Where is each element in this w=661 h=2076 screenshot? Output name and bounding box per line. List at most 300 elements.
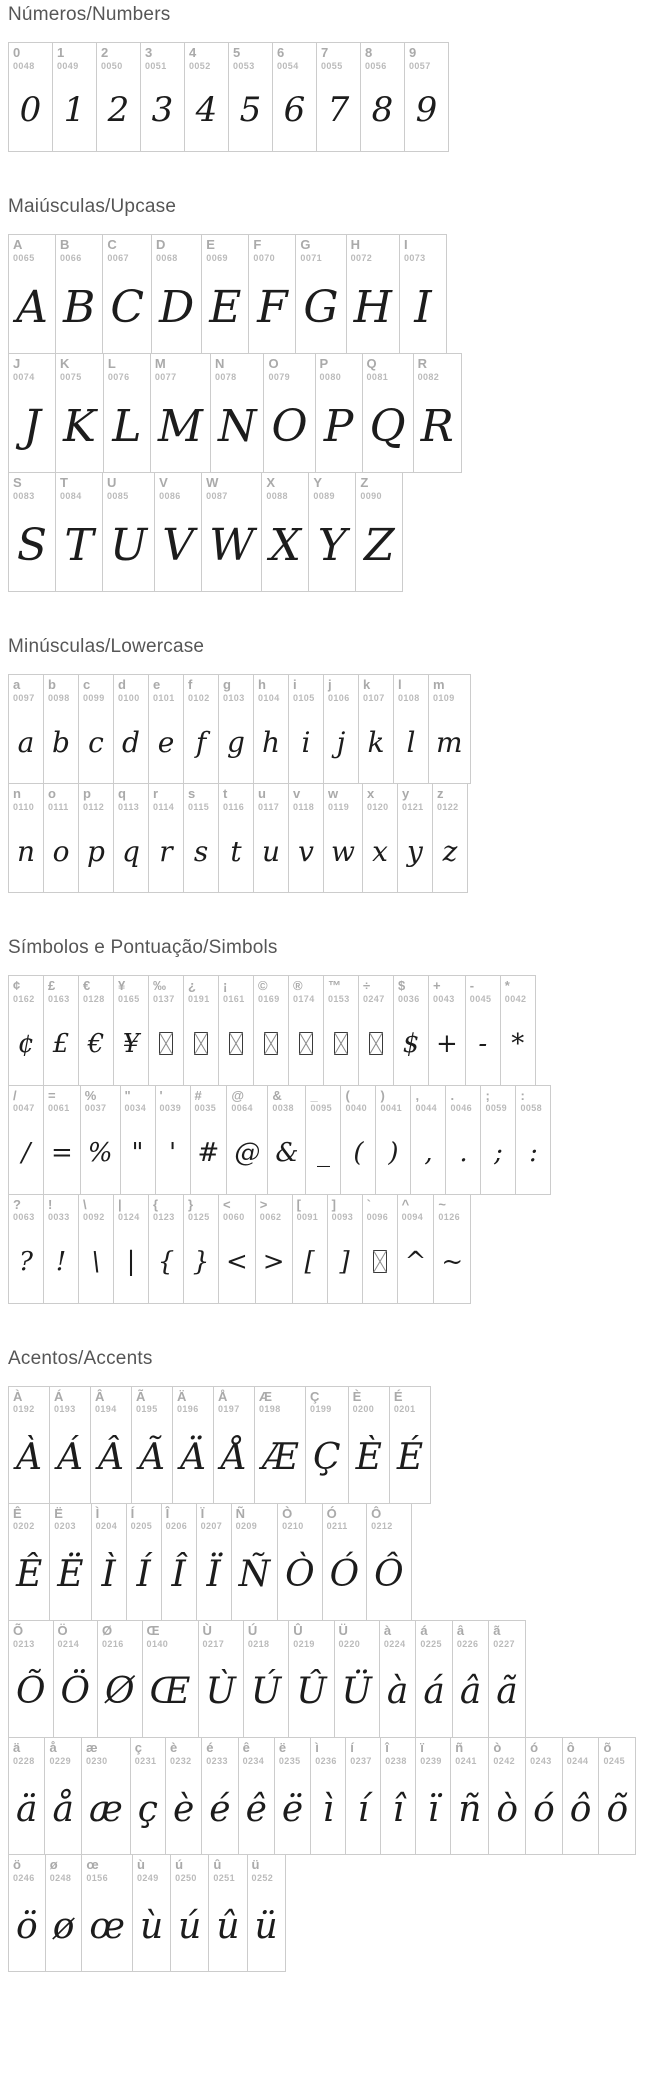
char-label: B bbox=[60, 237, 70, 253]
char-cell bbox=[8, 1854, 46, 1972]
char-unicode-code: 0200 bbox=[352, 1404, 375, 1415]
char-label: 2 bbox=[101, 45, 109, 60]
char-label: | bbox=[118, 1196, 122, 1212]
char-cell bbox=[78, 975, 114, 1085]
char-cell-header bbox=[324, 976, 358, 1004]
char-label: b bbox=[48, 677, 56, 693]
char-unicode-code: 0247 bbox=[363, 994, 385, 1005]
char-label: H bbox=[350, 237, 360, 253]
char-unicode-code: 0081 bbox=[366, 371, 389, 382]
char-glyph: î bbox=[392, 1788, 404, 1830]
char-glyph: Ì bbox=[101, 1554, 116, 1596]
char-unicode-code: 0201 bbox=[393, 1404, 416, 1415]
char-unicode-code: 0121 bbox=[401, 802, 424, 813]
char-glyph: \ bbox=[91, 1246, 101, 1277]
char-unicode-code: 0212 bbox=[371, 1521, 393, 1532]
char-label: k bbox=[363, 677, 371, 693]
char-label: Á bbox=[54, 1388, 64, 1404]
char-glyph: à bbox=[386, 1671, 409, 1713]
missing-glyph-box bbox=[289, 1005, 323, 1085]
char-glyph: Ñ bbox=[238, 1554, 271, 1596]
char-cell-header bbox=[98, 1621, 142, 1649]
char-cell-header bbox=[381, 1738, 415, 1766]
char-unicode-code: 0226 bbox=[456, 1638, 479, 1649]
char-cell bbox=[80, 1085, 121, 1195]
char-label: ÷ bbox=[363, 978, 371, 994]
char-unicode-code: 0217 bbox=[202, 1638, 225, 1649]
char-glyph: S bbox=[16, 519, 48, 571]
char-cell-header bbox=[219, 784, 253, 812]
char-unicode-code: 0210 bbox=[282, 1521, 304, 1532]
char-row bbox=[8, 353, 653, 473]
char-cell bbox=[288, 783, 324, 893]
char-label: ? bbox=[13, 1196, 21, 1212]
char-unicode-code: 0095 bbox=[310, 1103, 333, 1114]
char-label: 8 bbox=[365, 45, 373, 60]
char-cell-header bbox=[211, 354, 264, 382]
char-cell-header bbox=[347, 235, 399, 263]
char-label: 4 bbox=[189, 45, 197, 60]
char-cell bbox=[81, 1854, 133, 1972]
char-cell-header bbox=[516, 1086, 550, 1114]
char-cell-header bbox=[429, 675, 470, 703]
char-cell-header bbox=[166, 1738, 201, 1766]
char-unicode-code: 0169 bbox=[258, 994, 280, 1005]
char-cell bbox=[113, 783, 149, 893]
char-unicode-code: 0124 bbox=[118, 1212, 140, 1223]
char-cell-header bbox=[82, 1855, 132, 1883]
char-label: r bbox=[153, 786, 159, 802]
char-glyph: l bbox=[406, 725, 416, 759]
char-cell bbox=[102, 472, 155, 592]
char-cell bbox=[288, 975, 324, 1085]
char-cell bbox=[292, 1194, 328, 1304]
char-label: ç bbox=[134, 1739, 143, 1755]
char-unicode-code: 0214 bbox=[57, 1638, 80, 1649]
char-glyph: ¥ bbox=[122, 1028, 140, 1059]
char-cell-header bbox=[335, 1621, 379, 1649]
char-label: V bbox=[159, 475, 168, 491]
char-label: ï bbox=[420, 1739, 424, 1755]
char-cell-header bbox=[599, 1738, 635, 1766]
char-unicode-code: 0228 bbox=[13, 1755, 35, 1766]
char-label: å bbox=[49, 1739, 57, 1755]
char-row bbox=[8, 975, 653, 1085]
char-unicode-code: 0231 bbox=[134, 1755, 157, 1766]
char-cell bbox=[55, 234, 103, 354]
char-unicode-code: 0098 bbox=[48, 692, 70, 703]
char-glyph: u bbox=[261, 834, 281, 868]
char-unicode-code: 0246 bbox=[13, 1872, 35, 1883]
char-cell bbox=[210, 353, 265, 473]
char-glyph: . bbox=[459, 1137, 468, 1168]
char-unicode-code: 0163 bbox=[48, 994, 70, 1005]
char-glyph: Ç bbox=[313, 1437, 341, 1479]
char-glyph: Ú bbox=[250, 1671, 282, 1713]
char-glyph: w bbox=[331, 834, 355, 868]
char-cell-header bbox=[114, 784, 148, 812]
char-cell bbox=[183, 975, 219, 1085]
char-label: { bbox=[153, 1196, 159, 1212]
char-glyph: [ bbox=[304, 1246, 315, 1277]
char-glyph: Ê bbox=[16, 1554, 43, 1596]
char-glyph: 9 bbox=[415, 90, 438, 131]
char-label: z bbox=[436, 786, 444, 802]
char-unicode-code: 0089 bbox=[313, 490, 335, 501]
char-unicode-code: 0055 bbox=[321, 60, 343, 71]
char-label: j bbox=[328, 677, 332, 693]
char-label: ( bbox=[345, 1087, 350, 1103]
char-unicode-code: 0206 bbox=[165, 1521, 188, 1532]
char-glyph: ] bbox=[339, 1246, 350, 1277]
char-cell-header bbox=[501, 976, 535, 1004]
char-cell-header bbox=[416, 1738, 450, 1766]
char-cell-header bbox=[155, 473, 201, 501]
char-cell-header bbox=[293, 1195, 327, 1223]
char-cell bbox=[90, 1386, 132, 1504]
char-cell bbox=[410, 1085, 446, 1195]
char-glyph: { bbox=[157, 1246, 175, 1277]
char-label: Ã bbox=[136, 1388, 146, 1404]
char-label: p bbox=[83, 786, 91, 802]
char-unicode-code: 0108 bbox=[398, 692, 420, 703]
char-glyph: Ã bbox=[139, 1437, 165, 1479]
char-cell-header bbox=[184, 1195, 218, 1223]
char-cell bbox=[415, 1737, 451, 1855]
char-label: ã bbox=[493, 1622, 501, 1638]
char-cell bbox=[208, 1854, 247, 1972]
char-label: æ bbox=[85, 1739, 98, 1755]
char-label: È bbox=[352, 1388, 362, 1404]
char-label: Œ bbox=[146, 1622, 160, 1638]
char-label: Ì bbox=[95, 1505, 100, 1521]
char-cell-header bbox=[54, 1621, 98, 1649]
char-cell bbox=[247, 1854, 286, 1972]
char-glyph: ! bbox=[55, 1246, 67, 1277]
char-cell bbox=[8, 975, 44, 1085]
char-cell bbox=[140, 42, 185, 152]
char-label: M bbox=[154, 356, 166, 372]
char-unicode-code: 0113 bbox=[118, 802, 140, 813]
char-glyph: ~ bbox=[441, 1246, 464, 1277]
char-cell-header bbox=[328, 1195, 362, 1223]
char-label: ` bbox=[366, 1196, 371, 1212]
char-label: É bbox=[393, 1388, 403, 1404]
char-glyph: 5 bbox=[239, 90, 262, 131]
char-cell-header bbox=[273, 43, 316, 71]
char-label: 6 bbox=[277, 45, 285, 60]
char-label: q bbox=[118, 786, 126, 802]
char-unicode-code: 0117 bbox=[258, 802, 280, 813]
char-label: ¢ bbox=[13, 978, 21, 994]
char-cell bbox=[397, 783, 433, 893]
char-label: R bbox=[417, 356, 427, 372]
char-cell-header bbox=[254, 675, 288, 703]
char-cell bbox=[126, 1503, 162, 1621]
char-glyph: T bbox=[64, 519, 94, 571]
char-glyph: & bbox=[275, 1137, 299, 1168]
char-unicode-code: 0209 bbox=[235, 1521, 258, 1532]
char-cell bbox=[151, 234, 202, 354]
char-cell-header bbox=[131, 1738, 165, 1766]
char-label: ™ bbox=[328, 978, 341, 994]
char-unicode-code: 0046 bbox=[450, 1103, 473, 1114]
char-glyph: _ bbox=[316, 1137, 330, 1168]
char-cell-header bbox=[394, 675, 428, 703]
char-unicode-code: 0056 bbox=[365, 60, 387, 71]
char-glyph: Õ bbox=[16, 1671, 46, 1713]
char-unicode-code: 0252 bbox=[251, 1872, 274, 1883]
char-cell bbox=[345, 1737, 381, 1855]
char-glyph: > bbox=[262, 1246, 285, 1277]
char-cell-header bbox=[429, 976, 465, 1004]
char-glyph: 8 bbox=[371, 90, 394, 131]
char-glyph: ü bbox=[254, 1905, 278, 1947]
char-cell-header bbox=[44, 784, 78, 812]
char-label: l bbox=[398, 677, 402, 693]
char-cell-header bbox=[199, 1621, 243, 1649]
char-glyph: G bbox=[303, 281, 339, 333]
char-cell-header bbox=[79, 1195, 113, 1223]
char-glyph: i bbox=[301, 725, 311, 759]
char-glyph: f bbox=[195, 725, 207, 759]
char-cell bbox=[45, 1854, 83, 1972]
char-glyph: @ bbox=[234, 1137, 261, 1168]
char-cell bbox=[184, 42, 229, 152]
char-unicode-code: 0105 bbox=[293, 692, 315, 703]
char-unicode-code: 0061 bbox=[48, 1103, 70, 1114]
char-label: è bbox=[169, 1739, 178, 1755]
char-glyph: Ó bbox=[329, 1554, 360, 1596]
char-unicode-code: 0072 bbox=[350, 252, 373, 263]
char-cell bbox=[102, 234, 152, 354]
char-unicode-code: 0195 bbox=[136, 1404, 158, 1415]
char-cell bbox=[515, 1085, 551, 1195]
char-label: C bbox=[107, 237, 117, 253]
char-cell-header bbox=[453, 1621, 488, 1649]
char-unicode-code: 0232 bbox=[169, 1755, 192, 1766]
char-cell-header bbox=[289, 976, 323, 1004]
char-label: 5 bbox=[233, 45, 241, 60]
char-glyph: x bbox=[372, 834, 388, 868]
char-cell bbox=[452, 1620, 489, 1738]
char-cell-header bbox=[202, 473, 261, 501]
char-label: é bbox=[206, 1739, 214, 1755]
char-label: Æ bbox=[259, 1388, 272, 1404]
char-label: © bbox=[258, 978, 268, 994]
char-unicode-code: 0237 bbox=[350, 1755, 372, 1766]
char-cell-header bbox=[317, 43, 360, 71]
char-cell bbox=[78, 1194, 114, 1304]
char-cell bbox=[218, 783, 254, 893]
char-cell-header bbox=[296, 235, 345, 263]
char-cell bbox=[8, 472, 56, 592]
char-unicode-code: 0106 bbox=[328, 692, 350, 703]
char-unicode-code: 0067 bbox=[107, 252, 129, 263]
char-glyph: } bbox=[192, 1246, 210, 1277]
char-label: ' bbox=[159, 1087, 163, 1103]
char-glyph: Á bbox=[57, 1437, 83, 1479]
char-unicode-code: 0205 bbox=[130, 1521, 153, 1532]
char-label: U bbox=[107, 475, 117, 491]
char-cell-header bbox=[9, 1504, 49, 1532]
char-glyph: v bbox=[298, 834, 314, 868]
char-cell-header bbox=[309, 473, 355, 501]
char-label: = bbox=[48, 1087, 56, 1103]
char-cell bbox=[113, 975, 149, 1085]
char-unicode-code: 0234 bbox=[242, 1755, 265, 1766]
char-label: 3 bbox=[145, 45, 153, 60]
char-glyph: Û bbox=[296, 1671, 327, 1713]
char-label: n bbox=[13, 786, 21, 802]
char-glyph: Ï bbox=[206, 1554, 221, 1596]
char-cell bbox=[8, 1737, 45, 1855]
char-unicode-code: 0107 bbox=[363, 692, 385, 703]
char-unicode-code: 0236 bbox=[315, 1755, 337, 1766]
char-cell-header bbox=[191, 1086, 227, 1114]
char-glyph: ä bbox=[16, 1788, 38, 1830]
char-label: K bbox=[60, 356, 70, 372]
char-label: Ò bbox=[282, 1505, 293, 1521]
char-label: û bbox=[213, 1857, 222, 1873]
char-unicode-code: 0207 bbox=[200, 1521, 223, 1532]
char-unicode-code: 0233 bbox=[206, 1755, 228, 1766]
char-unicode-code: 0251 bbox=[213, 1872, 235, 1883]
char-glyph: Â bbox=[98, 1437, 124, 1479]
char-cell-header bbox=[9, 1738, 44, 1766]
char-cell bbox=[308, 472, 356, 592]
char-cell-header bbox=[97, 43, 140, 71]
char-cell bbox=[305, 1085, 341, 1195]
char-row bbox=[8, 1194, 653, 1304]
char-glyph: g bbox=[227, 725, 245, 759]
char-glyph: ó bbox=[533, 1788, 555, 1830]
char-unicode-code: 0111 bbox=[48, 802, 69, 813]
char-cell-header bbox=[363, 354, 413, 382]
char-unicode-code: 0162 bbox=[13, 994, 35, 1005]
char-glyph: £ bbox=[52, 1028, 70, 1059]
char-glyph: ñ bbox=[458, 1788, 482, 1830]
char-label: ü bbox=[251, 1857, 260, 1873]
char-cell-header bbox=[219, 675, 253, 703]
char-label: o bbox=[48, 786, 56, 802]
char-cell bbox=[201, 234, 249, 354]
char-unicode-code: 0119 bbox=[328, 802, 350, 813]
char-cell bbox=[8, 1085, 44, 1195]
char-row bbox=[8, 783, 653, 893]
char-unicode-code: 0199 bbox=[310, 1404, 332, 1415]
char-cell-header bbox=[346, 1738, 380, 1766]
char-cell bbox=[433, 1194, 471, 1304]
char-unicode-code: 0036 bbox=[398, 994, 420, 1005]
char-glyph: a bbox=[17, 725, 35, 759]
char-cell-header bbox=[416, 1621, 451, 1649]
char-cell-header bbox=[185, 43, 228, 71]
char-label: G bbox=[300, 237, 311, 253]
char-label: [ bbox=[296, 1196, 301, 1212]
char-cell-header bbox=[256, 1195, 292, 1223]
char-cell-header bbox=[380, 1621, 415, 1649]
char-row bbox=[8, 1620, 653, 1738]
char-glyph: å bbox=[52, 1788, 74, 1830]
char-glyph: Y bbox=[317, 519, 347, 571]
char-glyph: m bbox=[436, 725, 463, 759]
char-label: Ñ bbox=[235, 1505, 245, 1521]
char-label: - bbox=[469, 978, 475, 994]
char-unicode-code: 0196 bbox=[177, 1404, 199, 1415]
char-glyph: ö bbox=[16, 1905, 38, 1947]
char-cell bbox=[52, 42, 97, 152]
char-glyph: Î bbox=[171, 1554, 186, 1596]
char-cell-header bbox=[202, 1738, 237, 1766]
char-cell bbox=[465, 975, 501, 1085]
char-glyph: q bbox=[122, 834, 140, 868]
char-cell-header bbox=[56, 235, 102, 263]
char-cell-header bbox=[103, 473, 154, 501]
char-cell-header bbox=[214, 1387, 254, 1415]
section-accents bbox=[8, 1348, 653, 1972]
char-cell bbox=[598, 1737, 636, 1855]
char-label: Z bbox=[360, 475, 369, 491]
char-glyph: é bbox=[209, 1788, 231, 1830]
char-glyph: ò bbox=[496, 1788, 519, 1830]
char-unicode-code: 0165 bbox=[118, 994, 140, 1005]
char-glyph: ì bbox=[322, 1788, 334, 1830]
char-cell bbox=[355, 472, 403, 592]
char-unicode-code: 0060 bbox=[223, 1212, 245, 1223]
char-glyph: 0 bbox=[19, 90, 42, 131]
char-glyph: Å bbox=[221, 1437, 247, 1479]
char-unicode-code: 0065 bbox=[13, 252, 35, 263]
char-cell bbox=[43, 975, 79, 1085]
char-cell bbox=[55, 353, 104, 473]
char-glyph: Ô bbox=[374, 1554, 404, 1596]
char-label: ® bbox=[293, 978, 303, 994]
char-cell-header bbox=[9, 354, 55, 382]
char-cell-header bbox=[103, 235, 151, 263]
char-glyph: ( bbox=[353, 1137, 364, 1168]
char-label: Â bbox=[95, 1388, 105, 1404]
char-glyph: y bbox=[407, 834, 423, 868]
char-cell bbox=[43, 1194, 79, 1304]
char-cell bbox=[393, 975, 429, 1085]
char-cell-header bbox=[248, 1855, 285, 1883]
char-glyph: á bbox=[423, 1671, 445, 1713]
char-cell-header bbox=[394, 976, 428, 1004]
char-unicode-code: 0074 bbox=[13, 371, 35, 382]
section-symbols bbox=[8, 937, 653, 1303]
char-label: & bbox=[272, 1087, 282, 1103]
char-unicode-code: 0126 bbox=[438, 1212, 461, 1223]
char-cell bbox=[130, 1737, 166, 1855]
char-unicode-code: 0245 bbox=[603, 1755, 626, 1766]
char-cell bbox=[288, 1620, 334, 1738]
char-unicode-code: 0123 bbox=[153, 1212, 175, 1223]
char-cell bbox=[323, 975, 359, 1085]
char-cell-header bbox=[45, 1738, 80, 1766]
char-cell-header bbox=[244, 1621, 288, 1649]
char-cell bbox=[154, 472, 202, 592]
missing-glyph-box bbox=[219, 1005, 253, 1085]
char-unicode-code: 0229 bbox=[49, 1755, 72, 1766]
char-cell-header bbox=[162, 1504, 196, 1532]
char-cell-header bbox=[361, 43, 404, 71]
char-unicode-code: 0211 bbox=[326, 1521, 348, 1532]
char-label: w bbox=[328, 786, 339, 802]
char-cell-header bbox=[209, 1855, 246, 1883]
char-glyph: t bbox=[230, 834, 242, 868]
char-glyph: ' bbox=[168, 1137, 177, 1168]
